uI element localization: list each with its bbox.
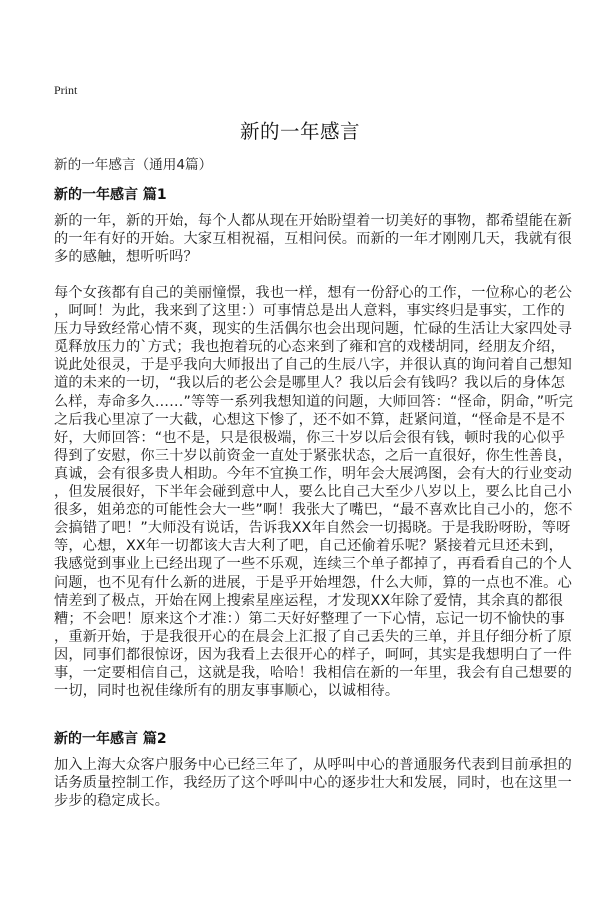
document-subtitle: 新的一年感言（通用4篇） xyxy=(54,157,213,173)
text-line: 问题，也不见有什么新的进展，于是乎开始埋怨，什么大师，算的一点也不准。心 xyxy=(54,574,572,591)
text-line: 新的一年，新的开始，每个人都从现在开始盼望着一切美好的事物，都希望能在新 xyxy=(54,213,572,229)
page-title: 新的一年感言 xyxy=(239,120,360,143)
section-1-paragraph-1 xyxy=(54,212,572,266)
text-line: 说此处很灵，于是乎我向大师报出了自己的生辰八字，并很认真的询问着自己想知 xyxy=(54,357,572,374)
text-line: 我感觉到事业上已经出现了一些不乐观，连续三个单子都掉了，再看看自己的个人 xyxy=(54,556,572,573)
text-line: 话务质量控制工作，我经历了这个呼叫中心的逐步壮大和发展，同时，也在这里一 xyxy=(54,775,572,792)
text-line: ，呵呵！为此，我来到了这里：）可事情总是出人意料，事实终归是事实，工作的 xyxy=(54,303,565,320)
text-line: 一切，同时也祝佳缘所有的朋友事事顺心，以诚相待。 xyxy=(54,683,400,700)
text-line: 因，同事们都很惊讶，因为我看上去很开心的样子，呵呵，其实是我想明白了一件 xyxy=(54,646,572,663)
text-line: 很多，姐弟恋的可能性会大一些”啊！我张大了嘴巴，“最不喜欢比自己小的，您不 xyxy=(54,502,573,519)
text-line: 得到了安慰，你三十岁以前资金一直处于紧张状态，之后一直很好，你生性善良， xyxy=(54,447,572,464)
text-line: 会搞错了吧！”大师没有说话，告诉我XX年自然会一切揭晓。于是我盼呀盼，等呀 xyxy=(54,520,571,537)
section-1-paragraph-2 xyxy=(54,284,574,700)
text-line: 么样，寿命多久……”等等一系列我想知道的问题，大师回答：“怪命，阴命，”听完 xyxy=(54,393,574,410)
text-line: 压力导致经常心情不爽，现实的生活偶尔也会出现问题，忙碌的生活让大家四处寻 xyxy=(54,321,572,338)
text-line: 真诚，会有很多贵人相助。今年不宜换工作，明年会大展鸿图，会有大的行业变动 xyxy=(54,465,572,482)
text-line: 每个女孩都有自己的美丽憧憬，我也一样，想有一份舒心的工作，一位称心的老公 xyxy=(54,285,572,301)
text-line: 情差到了极点，开始在网上搜索星座运程，才发现XX年除了爱情，其余真的都很 xyxy=(54,592,564,609)
text-line: 等，心想，XX年一切都该大吉大利了吧，自己还偷着乐呢？紧接着元旦还未到， xyxy=(54,538,564,555)
text-line: 之后我心里凉了一大截，心想这下惨了，还不如不算，赶紧问道，“怪命是不是不 xyxy=(54,411,566,428)
text-line: 多的感触，想听听吗？ xyxy=(54,249,198,266)
section-2-paragraph-1 xyxy=(54,756,572,810)
text-line: 道的未来的一切，“我以后的老公会是哪里人？我以后会有钱吗？我以后的身体怎 xyxy=(54,375,566,392)
text-line: 加入上海大众客户服务中心已经三年了，从呼叫中心的普通服务代表到目前承担的 xyxy=(54,757,572,773)
text-line: 步步的稳定成长。 xyxy=(54,793,170,810)
text-line: 好，大师回答：“也不是，只是很极端，你三十岁以后会很有钱，顿时我的心似乎 xyxy=(54,429,566,446)
print-link[interactable]: Print xyxy=(54,83,78,97)
section-heading-1: 新的一年感言 篇1 xyxy=(54,187,167,203)
text-line: 事，一定要相信自己，这就是我，哈哈！我相信在新的一年里，我会有自己想要的 xyxy=(54,664,572,681)
text-line: ，重新开始，于是我很开心的在晨会上汇报了自己丢失的三单，并且仔细分析了原 xyxy=(54,628,572,645)
text-line: 的一年有好的开始。大家互相祝福，互相问侯。而新的一年才刚刚几天，我就有很 xyxy=(54,231,572,248)
text-line: 糟；不会吧！原来这个才准：）第二天好好整理了一下心情，忘记一切不愉快的事 xyxy=(54,610,565,627)
text-line: ，但发展很好，下半年会碰到意中人，要么比自己大至少八岁以上，要么比自己小 xyxy=(54,484,572,501)
section-heading-2: 新的一年感言 篇2 xyxy=(54,731,167,747)
text-line: 觅释放压力的`方式；我也抱着玩的心态来到了雍和宫的戏楼胡同，经朋友介绍， xyxy=(54,339,565,356)
